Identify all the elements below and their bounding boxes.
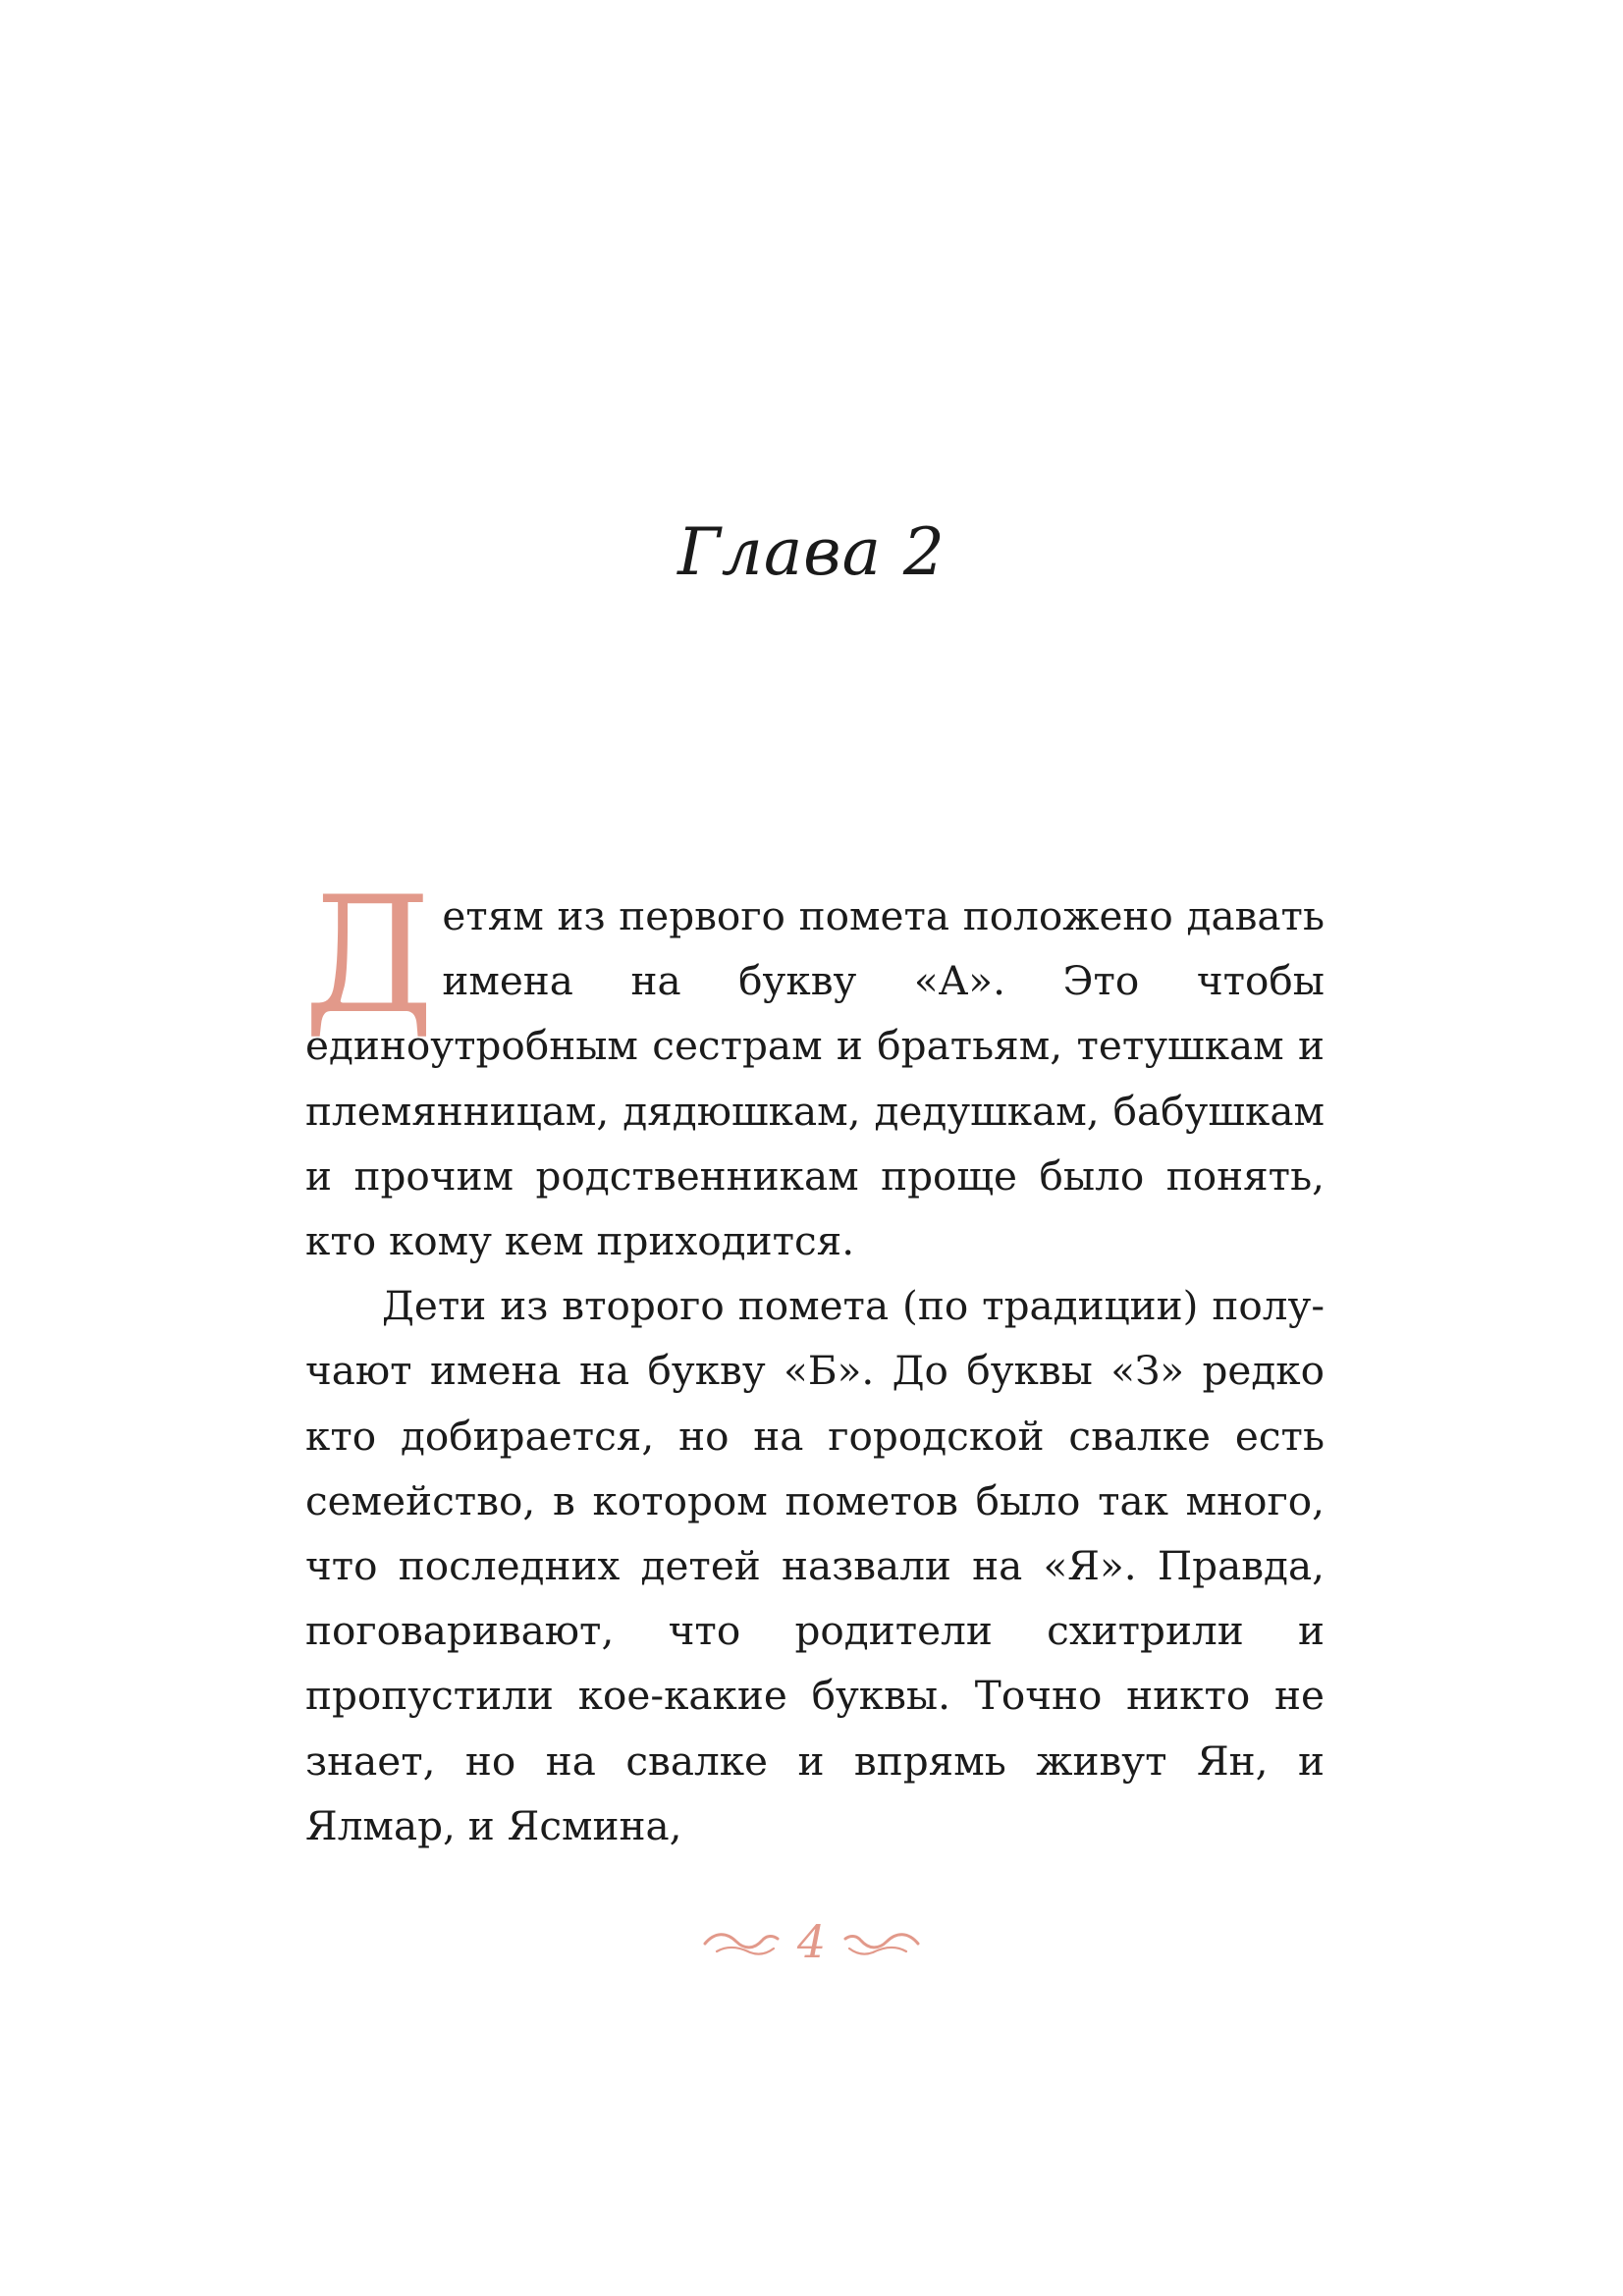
right-swash-ornament-icon	[838, 1925, 922, 1958]
page-number: 4	[796, 1915, 827, 1968]
paragraph-1-text: етям из первого помета положено давать имена на букву «А». Это чтобы единоутробным сестрам и братьям, тетушкам и племянницам, дядюшкам, дедушкам, бабушкам и прочим родственникам проще было понять, кто кому кем приходится.	[305, 892, 1325, 1265]
left-swash-ornament-icon	[701, 1925, 785, 1958]
paragraph-1	[303, 862, 1325, 1273]
drop-cap: Д	[303, 862, 435, 1049]
chapter-title: Глава 2	[677, 514, 946, 590]
body-text	[303, 862, 1325, 1858]
page-footer	[0, 1912, 1623, 1971]
paragraph-2: Дети из второго помета (по традиции) получают имена на букву «Б». До буквы «З» редко кто добирается, но на городской свалке есть семейство, в котором пометов было так много, что последних детей назвали на «Я». Правда, поговаривают, что родители схитрили и пропустили кое-какие буквы. Точно никто не знает, но на свалке и впрямь живут Ян, и Ялмар, и Ясмина,	[305, 1282, 1325, 1849]
